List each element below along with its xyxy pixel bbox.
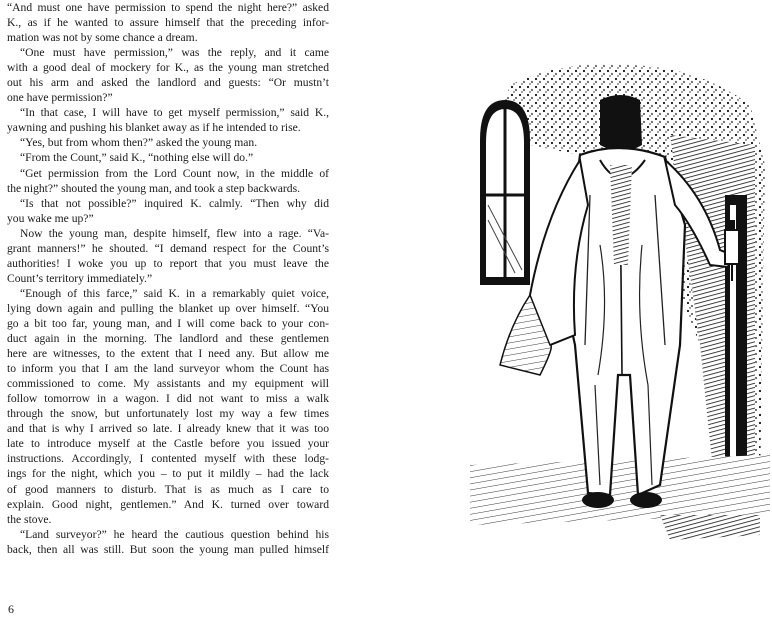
text-line: “From the Count,” said K., “nothing else will do.” xyxy=(20,151,254,165)
text-line: “And must one have permission to spend the night here?” asked xyxy=(7,1,329,14)
text-line: instructions. Accordingly, I contented myself with these lodg- xyxy=(7,452,329,466)
left-shoe xyxy=(582,492,614,508)
page-number: 6 xyxy=(8,602,14,616)
text-line: of good manners to disturb. That is as much as I care to xyxy=(7,482,329,496)
text-line: “Is that not possible?” inquired K. calmly. “Then why did xyxy=(20,196,329,210)
text-line: lying down again and pulling the blanket up over himself. “You xyxy=(7,301,329,315)
text-line: to inform you that I am the land surveyor whom the Count has xyxy=(7,362,329,376)
text-line: authorities! I woke you up to report that you must leave the xyxy=(7,256,329,270)
text-line: go a bit too far, young man, and I will come back to your con- xyxy=(7,316,329,330)
text-line: follow tomorrow in a wagon. I did not want to miss a walk xyxy=(7,392,329,406)
text-line: with a good deal of mockery for K., as the young man stretched xyxy=(7,61,329,75)
text-line: “Enough of this farce,” said K. in a remarkably quiet voice, xyxy=(20,286,329,300)
right-shoe xyxy=(630,492,662,508)
text-line: late to introduce myself at the Castle before you issued your xyxy=(7,437,329,451)
text-line: Count’s territory immediately.” xyxy=(7,271,153,285)
text-line: “Land surveyor?” he heard the cautious question behind his xyxy=(20,527,329,541)
text-line: “Get permission from the Lord Count now, in the middle of xyxy=(20,166,329,180)
text-line: back, then all was still. But soon the young man pulled himself xyxy=(7,542,329,556)
text-line: the night?” shouted the young man, and took a step backwards. xyxy=(7,181,300,195)
text-line: ings for the night, which you – to put it mildly – had the lack xyxy=(7,467,329,481)
body-text xyxy=(7,0,329,557)
arched-window xyxy=(480,100,530,285)
text-line: you wake me up?” xyxy=(7,211,94,225)
text-line: “Yes, but from whom then?” asked the young man. xyxy=(20,136,258,150)
text-line: duct again in the morning. The landlord and these gentlemen xyxy=(7,332,329,346)
text-line: explain. Good night, gentlemen.” And K. turned over toward xyxy=(7,497,329,511)
text-line: through the snow, but unfortunately lost my way a few times xyxy=(7,407,329,421)
illustration-man-in-coat xyxy=(470,45,770,565)
text-line: mation was not by some chance a dream. xyxy=(7,31,198,45)
text-line: out his arm and asked the landlord and guests: “Or mustn’t xyxy=(7,76,329,90)
text-line: grant manners!” he shouted. “I demand respect for the Count’s xyxy=(7,241,329,255)
text-line: one have permission?” xyxy=(7,91,113,105)
text-line: commissioned to come. My assistants and my equipment will xyxy=(7,377,329,391)
text-line: yawning and pushing his blanket away as if he intended to rise. xyxy=(7,121,301,135)
head xyxy=(600,95,642,151)
floor xyxy=(470,455,770,525)
text-line: “In that case, I will have to get myself permission,” said K., xyxy=(20,106,329,120)
text-line: “One must have permission,” was the reply, and it came xyxy=(20,46,329,60)
text-line: the stove. xyxy=(7,512,52,526)
text-line: here are witnesses, to the extent that I need any. But allow me xyxy=(7,347,329,361)
text-line: and that is why I arrived so late. I already knew that it was too xyxy=(7,422,329,436)
text-line: Now the young man, despite himself, flew into a rage. “Va- xyxy=(20,226,329,240)
text-line: K., as if he wanted to assure himself that the preceding infor- xyxy=(7,16,329,30)
